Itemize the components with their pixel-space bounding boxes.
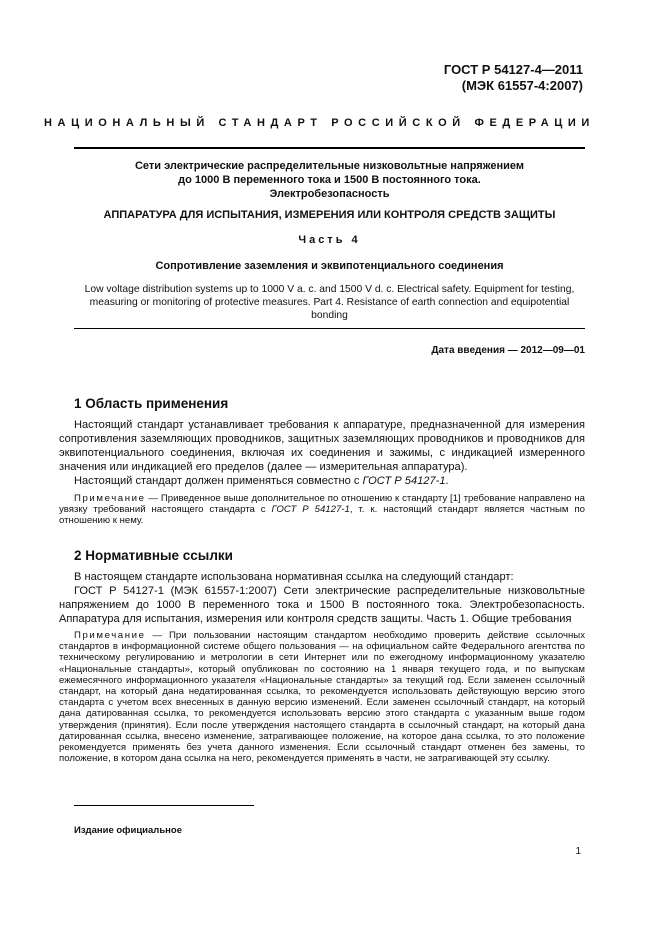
section-1-note: Примечание — Приведенное выше дополнительное по отношению к стандарту [1] требование направлено на увязку требований настоящего стандарта с ГОСТ Р 54127-1, т. к. настоящий стандарт является частным по отношению к нему. [59, 493, 585, 527]
part-number: Часть 4 [298, 234, 361, 246]
section-2-paragraph-2: ГОСТ Р 54127-1 (МЭК 61557-1:2007) Сети электрические распределительные низковольтные напряжением до 1000 В переменного тока и 1500 В постоянного тока. Электробезопасность. Аппаратура для испытания, измерения или контроля средств защиты. Часть 1. Общие требования [59, 584, 585, 625]
note-label: Примечание [74, 630, 146, 641]
section-2-paragraph-1: В настоящем стандарте использована нормативная ссылка на следующий стандарт: [74, 571, 514, 583]
intro-date: Дата введения — 2012—09—01 [431, 345, 585, 356]
edition-label: Издание официальное [74, 825, 182, 836]
section-1-paragraph-1: Настоящий стандарт устанавливает требования к аппаратуре, предназначенной для измерения сопротивления заземляющих проводников, защитных заземляющих проводников и проводников для эквипотенциального соединения, включая их соединения и зажимы, с индикацией измеренного значения или индикацией его пределов (далее — измерительная аппаратура). [59, 419, 585, 473]
reference-gost-54127-1: ГОСТ Р 54127-1 [362, 474, 446, 487]
section-2-heading: 2 Нормативные ссылки [74, 548, 233, 563]
part-title: Сопротивление заземления и эквипотенциального соединения [155, 260, 504, 272]
section-2-body [59, 571, 585, 627]
document-title [74, 159, 585, 201]
title-line-3: Электробезопасность [269, 188, 390, 200]
english-title-line-1: Low voltage distribution systems up to 1000 V a. c. and 1500 V d. c. Electrical safety. Equipment for testing, [84, 284, 575, 295]
section-1-heading: 1 Область применения [74, 396, 229, 411]
reference-gost-54127-1: ГОСТ Р 54127-1 [271, 504, 350, 516]
title-line-1: Сети электрические распределительные низковольтные напряжением [134, 160, 524, 172]
footer-divider [74, 805, 254, 806]
mek-code: (МЭК 61557-4:2007) [461, 78, 583, 93]
note-label: Примечание [74, 493, 146, 504]
section-1-body [59, 419, 585, 489]
title-divider [74, 328, 585, 329]
national-standard-heading: НАЦИОНАЛЬНЫЙ СТАНДАРТ РОССИЙСКОЙ ФЕДЕРАЦИИ [44, 117, 595, 129]
english-title-line-2: measuring or monitoring of protective measures. Part 4. Resistance of earth connection and equipotential bonding [89, 297, 570, 321]
top-divider [74, 147, 585, 149]
document-subtitle: АППАРАТУРА ДЛЯ ИСПЫТАНИЯ, ИЗМЕРЕНИЯ ИЛИ КОНТРОЛЯ СРЕДСТВ ЗАЩИТЫ [103, 209, 556, 221]
section-1-paragraph-2: Настоящий стандарт должен применяться совместно с ГОСТ Р 54127-1. [74, 474, 449, 487]
page-number: 1 [575, 846, 581, 857]
gost-code: ГОСТ Р 54127-4—2011 [443, 62, 583, 77]
section-2-note: Примечание — При пользовании настоящим стандартом необходимо проверить действие ссылочных стандартов в информационной системе общего пользования — на официальном сайте Федерального агентства по техническому регулированию и метрологии в сети Интернет или по ежегодному информационному указателю «Национальные стандарты», который опубликован по состоянию на 1 января текущего года, и по выпускам ежемесячного информационного указателя «Национальные стандарты» за текущий год. Если заменен ссылочный стандарт, на который дана недатированная ссылка, то рекомендуется использовать действующую версию этого стандарта с учетом всех внесенных в данную версию изменений. Если заменен ссылочный стандарт, на который дана датированная ссылка, то рекомендуется использовать версию этого стандарта с указанным выше годом утверждения (принятия). Если после утверждения настоящего стандарта в ссылочный стандарт, на который дана датированная ссылка, внесено изменение, затрагивающее положение, на которое дана ссылка, то это положение рекомендуется применять без учета данного изменения. Если ссылочный стандарт отменен без замены, то положение, в котором дана ссылка на него, рекомендуется применять в части, не затрагивающей эту ссылку. [59, 630, 585, 765]
english-title [74, 283, 585, 322]
title-line-2: до 1000 В переменного тока и 1500 В постоянного тока. [178, 174, 481, 186]
